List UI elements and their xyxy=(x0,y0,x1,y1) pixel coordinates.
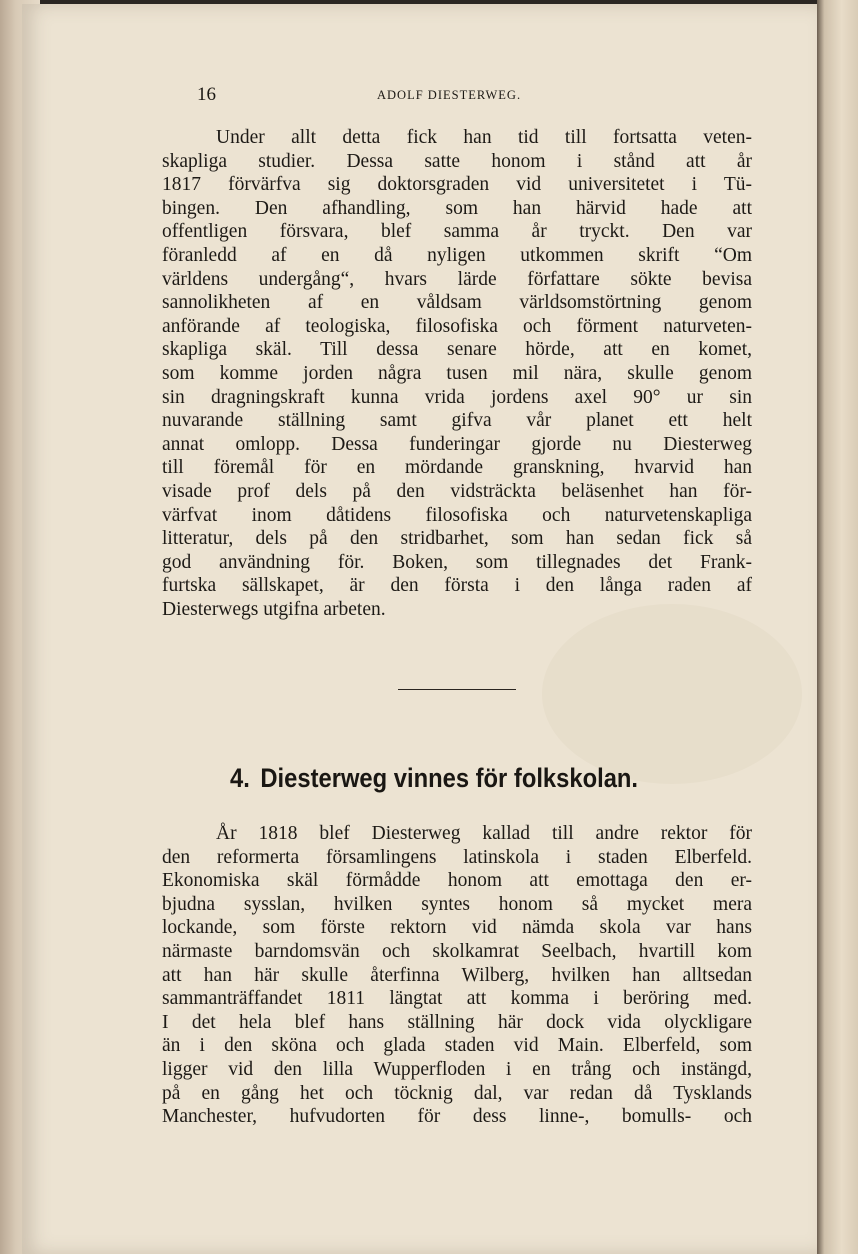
text-line: skapliga studier. Dessa satte honom i stånd att år xyxy=(162,150,752,172)
text-line: litteratur, dels på den stridbarhet, som han sedan fick så xyxy=(162,528,752,550)
text-line: den reformerta församlingens latinskola i staden Elberfeld. xyxy=(162,846,752,868)
text-line: på en gång het och töcknig dal, var redan då Tysklands xyxy=(162,1082,752,1104)
text-line: anförande af teologiska, filosofiska och förment naturveten- xyxy=(162,315,752,337)
text-line: skapliga skäl. Till dessa senare hörde, att en komet, xyxy=(162,339,752,361)
book-right-page-edge xyxy=(817,0,858,1254)
text-line: närmaste barndomsvän och skolkamrat Seelbach, hvartill kom xyxy=(162,940,752,962)
section-divider-rule xyxy=(398,689,516,690)
text-line: lockande, som förste rektorn vid nämda skola var hans xyxy=(162,917,752,939)
section-number: 4. xyxy=(230,763,250,793)
text-line: År 1818 blef Diesterweg kallad till andre rektor för xyxy=(216,823,752,844)
text-line: värfvat inom dåtidens filosofiska och naturvetenskapliga xyxy=(162,504,752,526)
text-line: 1817 förvärfva sig doktorsgraden vid universitetet i Tü- xyxy=(162,174,752,196)
text-line: visade prof dels på den vidsträckta beläsenhet han för- xyxy=(162,480,752,502)
text-line: furtska sällskapet, är den första i den långa raden af xyxy=(162,575,752,597)
text-line: som komme jorden några tusen mil nära, skulle genom xyxy=(162,362,752,384)
paper-stain xyxy=(542,604,802,784)
text-line: sin dragningskraft kunna vrida jordens axel 90° ur sin xyxy=(162,386,752,408)
text-line: Diesterwegs utgifna arbeten. xyxy=(162,598,386,620)
text-line: Manchester, hufvudorten för dess linne-, bomulls- och xyxy=(162,1106,752,1128)
paragraph-2 xyxy=(162,822,752,1129)
page-header xyxy=(197,84,757,108)
text-line: till föremål för en mördande granskning, hvarvid han xyxy=(162,457,752,479)
text-line: bjudna sysslan, hvilken syntes honom så mycket mera xyxy=(162,893,752,915)
text-line: god användning för. Boken, som tillegnades det Frank- xyxy=(162,551,752,573)
text-line: offentligen försvara, blef samma år tryckt. Den var xyxy=(162,221,752,243)
text-line: Under allt detta fick han tid till fortsatta veten- xyxy=(216,127,752,148)
text-line: annat omlopp. Dessa funderingar gjorde nu Diesterweg xyxy=(162,433,752,455)
text-line: bingen. Den afhandling, som han härvid hade att xyxy=(162,197,752,219)
text-line: Ekonomiska skäl förmådde honom att emottaga den er- xyxy=(162,870,752,892)
text-line: ligger vid den lilla Wupperfloden i en trång och instängd, xyxy=(162,1058,752,1080)
text-line: nuvarande ställning samt gifva vår planet ett helt xyxy=(162,410,752,432)
section-title: Diesterweg vinnes för folkskolan. xyxy=(260,763,639,793)
section-heading xyxy=(230,763,644,803)
text-line: världens undergång“, hvars lärde författare sökte bevisa xyxy=(162,268,752,290)
text-line: än i den sköna och glada staden vid Main. Elberfeld, som xyxy=(162,1035,752,1057)
paragraph-1 xyxy=(162,126,752,621)
page-number: 16 xyxy=(197,84,216,105)
text-line: föranledd af en då nyligen utkommen skrift “Om xyxy=(162,244,752,266)
text-line: I det hela blef hans ställning här dock vida olyckligare xyxy=(162,1011,752,1033)
text-line: sammanträffandet 1811 längtat att komma i beröring med. xyxy=(162,988,752,1010)
text-line: sannolikheten af en våldsam världsomstörtning genom xyxy=(162,292,752,314)
running-head: ADOLF DIESTERWEG. xyxy=(377,88,522,102)
text-line: att han här skulle återfinna Wilberg, hvilken han alltsedan xyxy=(162,964,752,986)
